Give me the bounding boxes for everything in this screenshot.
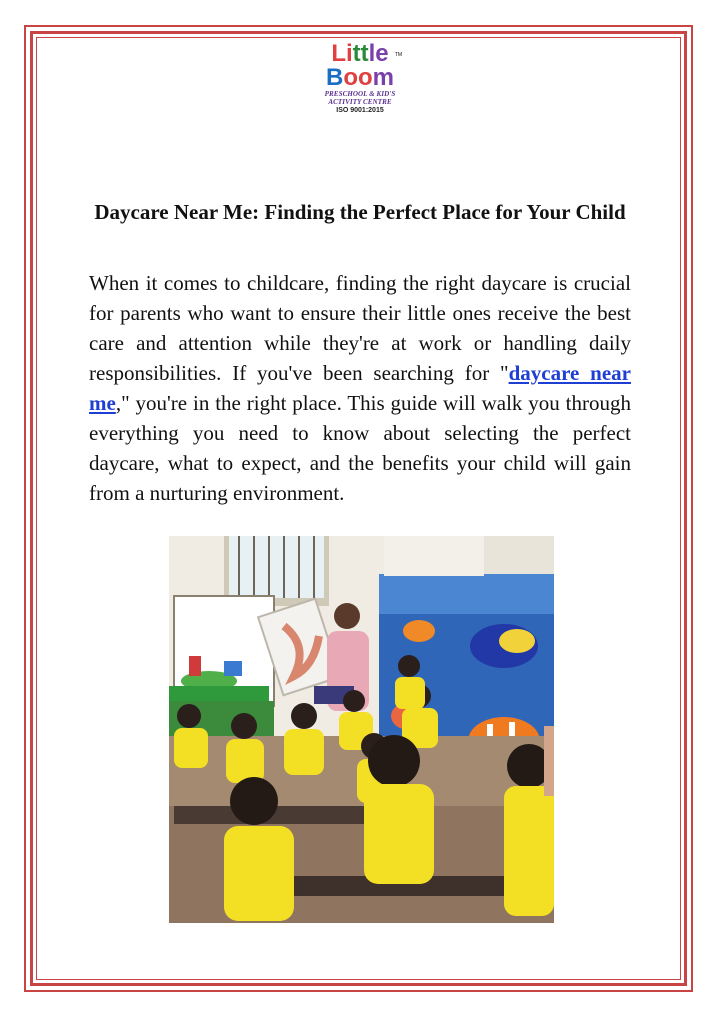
logo-iso-cert: ISO 9001:2015 — [336, 107, 384, 114]
logo-word-little: Little — [331, 40, 389, 67]
daycare-near-me-link[interactable]: daycare near me — [89, 361, 631, 415]
logo-trademark: TM — [394, 52, 402, 58]
logo-subtitle-1: PRESCHOOL & KID'S — [324, 90, 396, 98]
intro-paragraph — [89, 268, 631, 508]
logo-subtitle-2: ACTIVITY CENTRE — [328, 98, 392, 106]
little-boom-logo — [310, 42, 410, 122]
page-title: Daycare Near Me: Finding the Perfect Place for Your Child — [94, 200, 626, 224]
logo-word-boom: Boom — [325, 64, 394, 91]
classroom-photo — [169, 536, 554, 923]
intro-text-before-link: When it comes to childcare, finding the right daycare is crucial for parents who want to ensure their little ones receive the best care and attention while they're at work or handling daily responsibilities. If you've been searching for " — [89, 271, 631, 385]
intro-text-after-link: ," you're in the right place. This guide will walk you through everything you need to know about selecting the perfect daycare, what to expect, and the benefits your child will gain from a nurturing environment. — [89, 391, 631, 505]
